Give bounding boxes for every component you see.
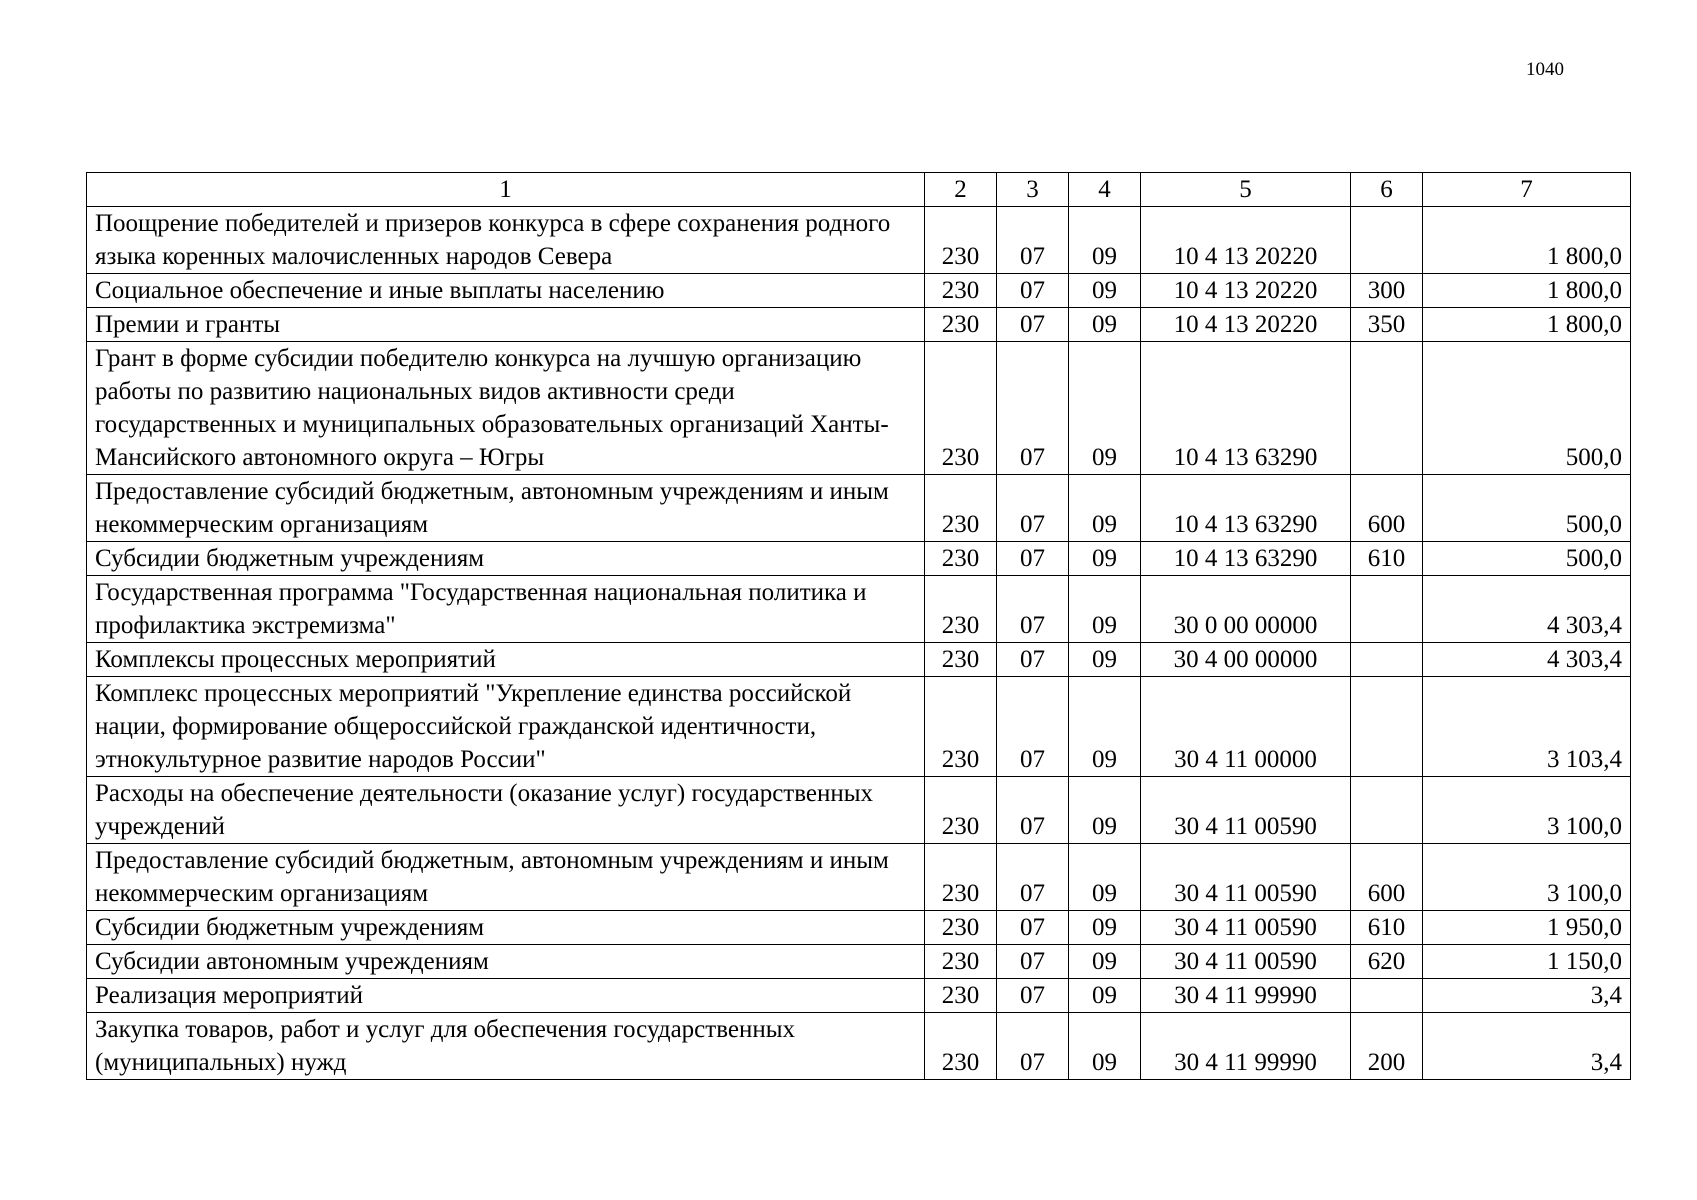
admin-code-cell: 230 bbox=[925, 677, 997, 777]
section-code-cell: 07 bbox=[997, 844, 1069, 911]
admin-code-cell: 230 bbox=[925, 207, 997, 274]
amount-cell: 1 950,0 bbox=[1423, 911, 1631, 945]
row-name-cell: Предоставление субсидий бюджетным, автономным учреждениям и иным некоммерческим организациям bbox=[87, 475, 925, 542]
column-header: 5 bbox=[1141, 173, 1351, 207]
expense-type-cell: 620 bbox=[1351, 945, 1423, 979]
table-row bbox=[87, 475, 1631, 542]
admin-code-cell: 230 bbox=[925, 643, 997, 677]
expense-type-cell bbox=[1351, 576, 1423, 643]
section-code-cell: 07 bbox=[997, 911, 1069, 945]
amount-cell: 3,4 bbox=[1423, 1013, 1631, 1080]
subsection-code-cell: 09 bbox=[1069, 308, 1141, 342]
subsection-code-cell: 09 bbox=[1069, 207, 1141, 274]
table-row bbox=[87, 844, 1631, 911]
expense-type-cell bbox=[1351, 677, 1423, 777]
expense-type-cell: 300 bbox=[1351, 274, 1423, 308]
expense-type-cell: 610 bbox=[1351, 542, 1423, 576]
admin-code-cell: 230 bbox=[925, 475, 997, 542]
row-name-cell: Государственная программа "Государственная национальная политика и профилактика экстремизма" bbox=[87, 576, 925, 643]
admin-code-cell: 230 bbox=[925, 979, 997, 1013]
subsection-code-cell: 09 bbox=[1069, 1013, 1141, 1080]
amount-cell: 3 100,0 bbox=[1423, 777, 1631, 844]
expense-type-cell bbox=[1351, 207, 1423, 274]
amount-cell: 1 800,0 bbox=[1423, 207, 1631, 274]
target-article-cell: 30 4 11 00590 bbox=[1141, 945, 1351, 979]
admin-code-cell: 230 bbox=[925, 844, 997, 911]
table-row bbox=[87, 274, 1631, 308]
target-article-cell: 30 4 11 00590 bbox=[1141, 844, 1351, 911]
amount-cell: 1 800,0 bbox=[1423, 308, 1631, 342]
column-header: 1 bbox=[87, 173, 925, 207]
subsection-code-cell: 09 bbox=[1069, 576, 1141, 643]
row-name-cell: Поощрение победителей и призеров конкурса в сфере сохранения родного языка коренных малочисленных народов Севера bbox=[87, 207, 925, 274]
section-code-cell: 07 bbox=[997, 475, 1069, 542]
section-code-cell: 07 bbox=[997, 677, 1069, 777]
admin-code-cell: 230 bbox=[925, 542, 997, 576]
column-header: 7 bbox=[1423, 173, 1631, 207]
section-code-cell: 07 bbox=[997, 1013, 1069, 1080]
expense-type-cell: 200 bbox=[1351, 1013, 1423, 1080]
expense-type-cell bbox=[1351, 979, 1423, 1013]
subsection-code-cell: 09 bbox=[1069, 677, 1141, 777]
page-number: 1040 bbox=[1526, 59, 1564, 80]
row-name-cell: Субсидии бюджетным учреждениям bbox=[87, 911, 925, 945]
table-row bbox=[87, 911, 1631, 945]
subsection-code-cell: 09 bbox=[1069, 945, 1141, 979]
row-name-cell: Расходы на обеспечение деятельности (оказание услуг) государственных учреждений bbox=[87, 777, 925, 844]
section-code-cell: 07 bbox=[997, 945, 1069, 979]
target-article-cell: 30 4 11 99990 bbox=[1141, 1013, 1351, 1080]
target-article-cell: 30 4 11 99990 bbox=[1141, 979, 1351, 1013]
subsection-code-cell: 09 bbox=[1069, 911, 1141, 945]
column-header: 4 bbox=[1069, 173, 1141, 207]
row-name-cell: Субсидии бюджетным учреждениям bbox=[87, 542, 925, 576]
target-article-cell: 10 4 13 63290 bbox=[1141, 542, 1351, 576]
amount-cell: 3 103,4 bbox=[1423, 677, 1631, 777]
table-row bbox=[87, 677, 1631, 777]
row-name-cell: Премии и гранты bbox=[87, 308, 925, 342]
subsection-code-cell: 09 bbox=[1069, 475, 1141, 542]
admin-code-cell: 230 bbox=[925, 777, 997, 844]
target-article-cell: 30 4 11 00000 bbox=[1141, 677, 1351, 777]
row-name-cell: Субсидии автономным учреждениям bbox=[87, 945, 925, 979]
subsection-code-cell: 09 bbox=[1069, 844, 1141, 911]
amount-cell: 500,0 bbox=[1423, 542, 1631, 576]
expense-type-cell: 600 bbox=[1351, 844, 1423, 911]
target-article-cell: 30 0 00 00000 bbox=[1141, 576, 1351, 643]
target-article-cell: 30 4 11 00590 bbox=[1141, 777, 1351, 844]
table-row bbox=[87, 777, 1631, 844]
section-code-cell: 07 bbox=[997, 308, 1069, 342]
column-header: 6 bbox=[1351, 173, 1423, 207]
admin-code-cell: 230 bbox=[925, 945, 997, 979]
admin-code-cell: 230 bbox=[925, 911, 997, 945]
section-code-cell: 07 bbox=[997, 342, 1069, 475]
admin-code-cell: 230 bbox=[925, 342, 997, 475]
table-row bbox=[87, 308, 1631, 342]
target-article-cell: 10 4 13 20220 bbox=[1141, 308, 1351, 342]
admin-code-cell: 230 bbox=[925, 274, 997, 308]
admin-code-cell: 230 bbox=[925, 1013, 997, 1080]
section-code-cell: 07 bbox=[997, 643, 1069, 677]
row-name-cell: Комплексы процессных мероприятий bbox=[87, 643, 925, 677]
target-article-cell: 10 4 13 63290 bbox=[1141, 342, 1351, 475]
target-article-cell: 10 4 13 20220 bbox=[1141, 207, 1351, 274]
subsection-code-cell: 09 bbox=[1069, 342, 1141, 475]
admin-code-cell: 230 bbox=[925, 576, 997, 643]
table-row bbox=[87, 342, 1631, 475]
amount-cell: 1 150,0 bbox=[1423, 945, 1631, 979]
row-name-cell: Закупка товаров, работ и услуг для обеспечения государственных (муниципальных) нужд bbox=[87, 1013, 925, 1080]
expense-type-cell: 350 bbox=[1351, 308, 1423, 342]
budget-table bbox=[86, 172, 1631, 1080]
table-row bbox=[87, 576, 1631, 643]
row-name-cell: Реализация мероприятий bbox=[87, 979, 925, 1013]
expense-type-cell: 600 bbox=[1351, 475, 1423, 542]
table-header-row bbox=[87, 173, 1631, 207]
target-article-cell: 30 4 00 00000 bbox=[1141, 643, 1351, 677]
target-article-cell: 10 4 13 20220 bbox=[1141, 274, 1351, 308]
amount-cell: 4 303,4 bbox=[1423, 643, 1631, 677]
amount-cell: 500,0 bbox=[1423, 342, 1631, 475]
section-code-cell: 07 bbox=[997, 207, 1069, 274]
table-row bbox=[87, 542, 1631, 576]
row-name-cell: Социальное обеспечение и иные выплаты населению bbox=[87, 274, 925, 308]
section-code-cell: 07 bbox=[997, 542, 1069, 576]
expense-type-cell bbox=[1351, 777, 1423, 844]
subsection-code-cell: 09 bbox=[1069, 542, 1141, 576]
target-article-cell: 30 4 11 00590 bbox=[1141, 911, 1351, 945]
subsection-code-cell: 09 bbox=[1069, 643, 1141, 677]
row-name-cell: Грант в форме субсидии победителю конкурса на лучшую организацию работы по развитию национальных видов активности среди государственных и муниципальных образовательных организаций Ханты-Мансийского автономного округа – Югры bbox=[87, 342, 925, 475]
column-header: 3 bbox=[997, 173, 1069, 207]
table-row bbox=[87, 979, 1631, 1013]
expense-type-cell bbox=[1351, 342, 1423, 475]
section-code-cell: 07 bbox=[997, 274, 1069, 308]
subsection-code-cell: 09 bbox=[1069, 979, 1141, 1013]
section-code-cell: 07 bbox=[997, 777, 1069, 844]
admin-code-cell: 230 bbox=[925, 308, 997, 342]
table-row bbox=[87, 207, 1631, 274]
section-code-cell: 07 bbox=[997, 979, 1069, 1013]
amount-cell: 1 800,0 bbox=[1423, 274, 1631, 308]
section-code-cell: 07 bbox=[997, 576, 1069, 643]
column-header: 2 bbox=[925, 173, 997, 207]
amount-cell: 3 100,0 bbox=[1423, 844, 1631, 911]
amount-cell: 500,0 bbox=[1423, 475, 1631, 542]
expense-type-cell bbox=[1351, 643, 1423, 677]
table-row bbox=[87, 945, 1631, 979]
expense-type-cell: 610 bbox=[1351, 911, 1423, 945]
target-article-cell: 10 4 13 63290 bbox=[1141, 475, 1351, 542]
amount-cell: 3,4 bbox=[1423, 979, 1631, 1013]
amount-cell: 4 303,4 bbox=[1423, 576, 1631, 643]
table-row bbox=[87, 1013, 1631, 1080]
row-name-cell: Предоставление субсидий бюджетным, автономным учреждениям и иным некоммерческим организациям bbox=[87, 844, 925, 911]
subsection-code-cell: 09 bbox=[1069, 274, 1141, 308]
table-row bbox=[87, 643, 1631, 677]
subsection-code-cell: 09 bbox=[1069, 777, 1141, 844]
row-name-cell: Комплекс процессных мероприятий "Укрепление единства российской нации, формирование общероссийской гражданской идентичности, этнокультурное развитие народов России" bbox=[87, 677, 925, 777]
